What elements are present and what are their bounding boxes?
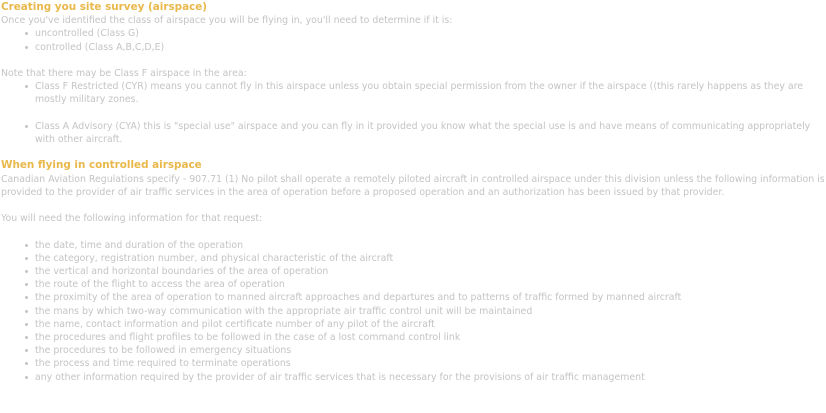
- request-intro-text: You will need the following information for that request:: [1, 213, 263, 225]
- list-item: the vertical and horizontal boundaries of the area of operation: [35, 265, 826, 278]
- list-item: the category, registration number, and physical characteristic of the aircraft: [35, 252, 826, 265]
- list-item: any other information required by the provider of air traffic services that is necessary for the provisions of air traffic management: [35, 371, 826, 384]
- section-heading-controlled-airspace: When flying in controlled airspace: [1, 159, 202, 172]
- intro-text: Once you've identified the class of airspace you will be flying in, you'll need to determine if it is:: [1, 15, 453, 27]
- list-item: the route of the flight to access the area of operation: [35, 278, 826, 291]
- list-item: the name, contact information and pilot certificate number of any pilot of the aircraft: [35, 318, 826, 331]
- list-item: Class F Restricted (CYR) means you cannot fly in this airspace unless you obtain special permission from the owner if the airspace ((this rarely happens as they are mostly military zones.: [35, 80, 826, 106]
- spacer: [1, 146, 826, 159]
- class-f-note: Note that there may be Class F airspace in the area:: [1, 68, 247, 79]
- list-item: the mans by which two-way communication with the appropriate air traffic control unit will be maintained: [35, 305, 826, 318]
- list-item: the proximity of the area of operation to manned aircraft approaches and departures and to patterns of traffic formed by manned aircraft: [35, 291, 826, 304]
- class-f-list-continued: [1, 120, 826, 146]
- section-heading-airspace-survey: Creating you site survey (airspace): [1, 1, 208, 13]
- class-f-list: [1, 80, 826, 106]
- airspace-class-list: [1, 27, 826, 53]
- request-info-list: [1, 239, 826, 384]
- spacer: [1, 199, 826, 212]
- list-item: Class A Advisory (CYA) this is "special use" airspace and you can fly in it provided you know what the special use is and have means of communicating appropriately with other aircraft.: [35, 120, 826, 146]
- list-item: controlled (Class A,B,C,D,E): [35, 41, 826, 54]
- list-item: the procedures to be followed in emergency situations: [35, 344, 826, 357]
- spacer: [1, 225, 826, 238]
- spacer: [1, 107, 826, 120]
- list-item: uncontrolled (Class G): [35, 27, 826, 40]
- regulation-text: Canadian Aviation Regulations specify - 907.71 (1) No pilot shall operate a remotely piloted aircraft in controlled airspace under this division unless the following information is provided to the provider of air traffic services in the area of operation before a proposed operation and an authorization has been issued by that provider.: [1, 173, 825, 198]
- spacer: [1, 54, 826, 67]
- list-item: the process and time required to terminate operations: [35, 357, 826, 370]
- list-item: the procedures and flight profiles to be followed in the case of a lost command control link: [35, 331, 826, 344]
- list-item: the date, time and duration of the operation: [35, 239, 826, 252]
